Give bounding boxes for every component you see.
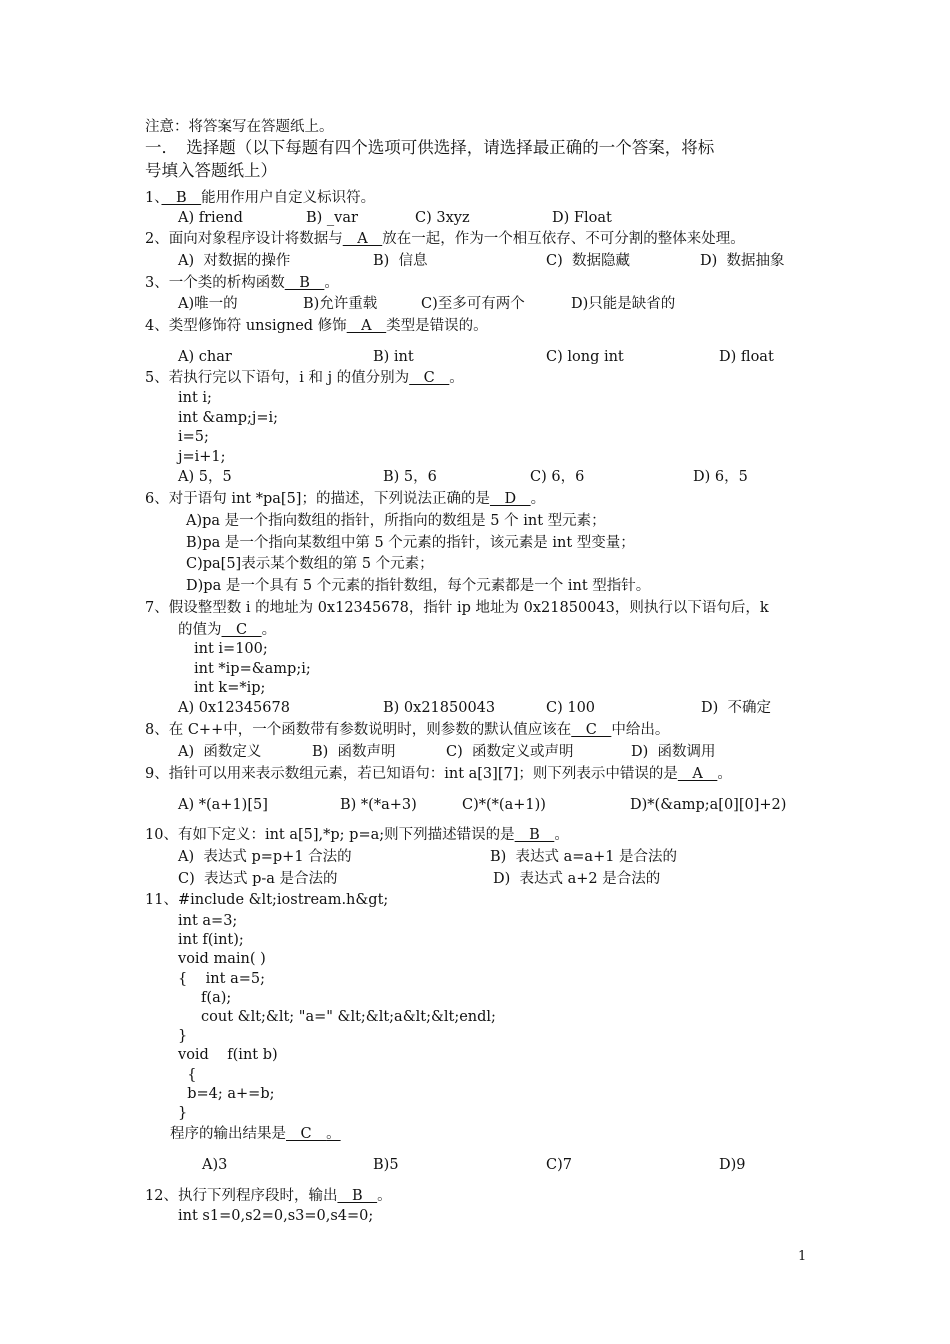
answer-8: C xyxy=(571,722,612,738)
q10-option-c: C) 表达式 p-a 是合法的 xyxy=(178,871,338,887)
q7-option-b: B) 0x21850043 xyxy=(383,700,496,716)
q8-option-d: D) 函数调用 xyxy=(631,744,716,760)
question-10: 10、有如下定义：int a[5],*p; p=a;则下列描述错误的是 B 。 xyxy=(145,827,569,843)
q9-option-a: A) *(a+1)[5] xyxy=(178,797,268,813)
q4-option-c: C) long int xyxy=(546,349,624,365)
answer-9: A xyxy=(677,766,718,782)
question-1: 1、 B 能用作用户自定义标识符。 xyxy=(145,190,376,206)
q3-option-a: A)唯一的 xyxy=(178,296,238,312)
question-7: 7、假设整型数 i 的地址为 0x12345678，指针 ip 地址为 0x21850043，则执行以下语句后，k xyxy=(145,600,769,616)
q11-code-line: cout &lt;&lt; "a=" &lt;&lt;a&lt;&lt;endl; xyxy=(178,1009,496,1025)
q1-option-d: D) Float xyxy=(552,210,612,226)
page-number: 1 xyxy=(798,1249,807,1264)
q2-option-a: A) 对数据的操作 xyxy=(178,253,291,269)
q11-option-a: A)3 xyxy=(202,1157,228,1173)
q11-code-line: } xyxy=(178,1028,188,1044)
q10-option-b: B) 表达式 a=a+1 是合法的 xyxy=(490,849,678,865)
q6-option-a: A)pa 是一个指向数组的指针，所指向的数组是 5 个 int 型元素； xyxy=(186,513,606,529)
q8-option-a: A) 函数定义 xyxy=(178,744,262,760)
q9-option-b: B) *(*a+3) xyxy=(340,797,417,813)
answer-11: C xyxy=(286,1126,327,1142)
q5-option-a: A) 5，5 xyxy=(178,469,232,485)
q2-option-d: D) 数据抽象 xyxy=(700,253,785,269)
answer-10: B xyxy=(514,827,555,843)
question-3: 3、一个类的析构函数 B 。 xyxy=(145,275,339,291)
q7-option-a: A) 0x12345678 xyxy=(178,700,290,716)
q11-code-line: { xyxy=(178,1067,197,1083)
question-11-cont: 程序的输出结果是 C 。 xyxy=(170,1126,341,1142)
q3-option-b: B)允许重载 xyxy=(303,296,378,312)
q6-option-c: C)pa[5]表示某个数组的第 5 个元素； xyxy=(186,556,434,572)
answer-7: C xyxy=(221,622,262,638)
q2-option-c: C) 数据隐藏 xyxy=(546,253,630,269)
question-8: 8、在 C++中，一个函数带有参数说明时，则参数的默认值应该在 C 中给出。 xyxy=(145,722,670,738)
q8-option-c: C) 函数定义或声明 xyxy=(446,744,574,760)
q5-code-line: j=i+1; xyxy=(178,449,226,465)
q7-option-c: C) 100 xyxy=(546,700,596,716)
q5-option-b: B) 5，6 xyxy=(383,469,437,485)
question-6: 6、对于语句 int *pa[5]；的描述，下列说法正确的是 D 。 xyxy=(145,491,546,507)
q10-option-d: D) 表达式 a+2 是合法的 xyxy=(493,871,661,887)
q8-option-b: B) 函数声明 xyxy=(312,744,396,760)
section-heading-1: 一． 选择题（以下每题有四个选项可供选择，请选择最正确的一个答案，将标 xyxy=(145,138,715,157)
q2-option-b: B) 信息 xyxy=(373,253,428,269)
answer-5: C xyxy=(409,370,450,386)
answer-6: D xyxy=(489,491,531,507)
q5-code-line: i=5; xyxy=(178,429,209,445)
question-12: 12、执行下列程序段时，输出 B 。 xyxy=(145,1188,392,1204)
q11-code-line: void main( ) xyxy=(178,951,266,967)
q5-code-line: int i; xyxy=(178,390,212,406)
answer-1: B xyxy=(161,190,202,206)
question-11: 11、#include &lt;iostream.h&gt; xyxy=(145,892,389,908)
answer-2: A xyxy=(342,231,383,247)
q1-option-b: B) _var xyxy=(306,210,358,226)
q7-code-line: int i=100; xyxy=(194,641,268,657)
q4-option-d: D) float xyxy=(719,349,774,365)
question-4: 4、类型修饰符 unsigned 修饰 A 类型是错误的。 xyxy=(145,318,488,334)
q12-code-line: int s1=0,s2=0,s3=0,s4=0; xyxy=(178,1208,374,1224)
q11-option-d: D)9 xyxy=(719,1157,746,1173)
question-5: 5、若执行完以下语句，i 和 j 的值分别为 C 。 xyxy=(145,370,464,386)
q10-option-a: A) 表达式 p=p+1 合法的 xyxy=(178,849,352,865)
q9-option-c: C)*(*(a+1)) xyxy=(462,797,546,813)
answer-12: B xyxy=(337,1188,378,1204)
q5-option-c: C) 6，6 xyxy=(530,469,585,485)
q11-option-c: C)7 xyxy=(546,1157,572,1173)
q1-option-c: C) 3xyz xyxy=(415,210,470,226)
q11-code-line: int f(int); xyxy=(178,932,244,948)
q4-option-b: B) int xyxy=(373,349,414,365)
q5-code-line: int &amp;j=i; xyxy=(178,410,279,426)
section-heading-2: 号填入答题纸上） xyxy=(145,161,277,180)
q11-code-line: } xyxy=(178,1105,188,1121)
note-line: 注意：将答案写在答题纸上。 xyxy=(145,119,334,135)
q3-option-c: C)至多可有两个 xyxy=(421,296,525,312)
q6-option-b: B)pa 是一个指向某数组中第 5 个元素的指针，该元素是 int 型变量； xyxy=(186,535,635,551)
q1-option-a: A) friend xyxy=(178,210,243,226)
q5-option-d: D) 6，5 xyxy=(693,469,748,485)
q11-code-line: { int a=5; xyxy=(178,971,265,987)
q7-code-line: int *ip=&amp;i; xyxy=(194,661,311,677)
q11-code-line: b=4; a+=b; xyxy=(178,1086,275,1102)
answer-3: B xyxy=(284,275,325,291)
question-2: 2、面向对象程序设计将数据与 A 放在一起，作为一个相互依存、不可分割的整体来处理。 xyxy=(145,231,745,247)
question-7-cont: 的值为 C 。 xyxy=(178,622,277,638)
q11-code-line: f(a); xyxy=(178,990,232,1006)
q11-code-line: void f(int b) xyxy=(178,1047,278,1063)
question-9: 9、指针可以用来表示数组元素，若已知语句：int a[3][7]；则下列表示中错误的是 A 。 xyxy=(145,766,732,782)
q11-code-line: int a=3; xyxy=(178,913,238,929)
q6-option-d: D)pa 是一个具有 5 个元素的指针数组，每个元素都是一个 int 型指针。 xyxy=(186,578,651,594)
q4-option-a: A) char xyxy=(178,349,232,365)
q9-option-d: D)*(&amp;a[0][0]+2) xyxy=(630,797,787,813)
q3-option-d: D)只能是缺省的 xyxy=(571,296,676,312)
answer-4: A xyxy=(346,318,387,334)
q11-option-b: B)5 xyxy=(373,1157,399,1173)
q7-option-d: D) 不确定 xyxy=(701,700,772,716)
q7-code-line: int k=*ip; xyxy=(194,680,266,696)
